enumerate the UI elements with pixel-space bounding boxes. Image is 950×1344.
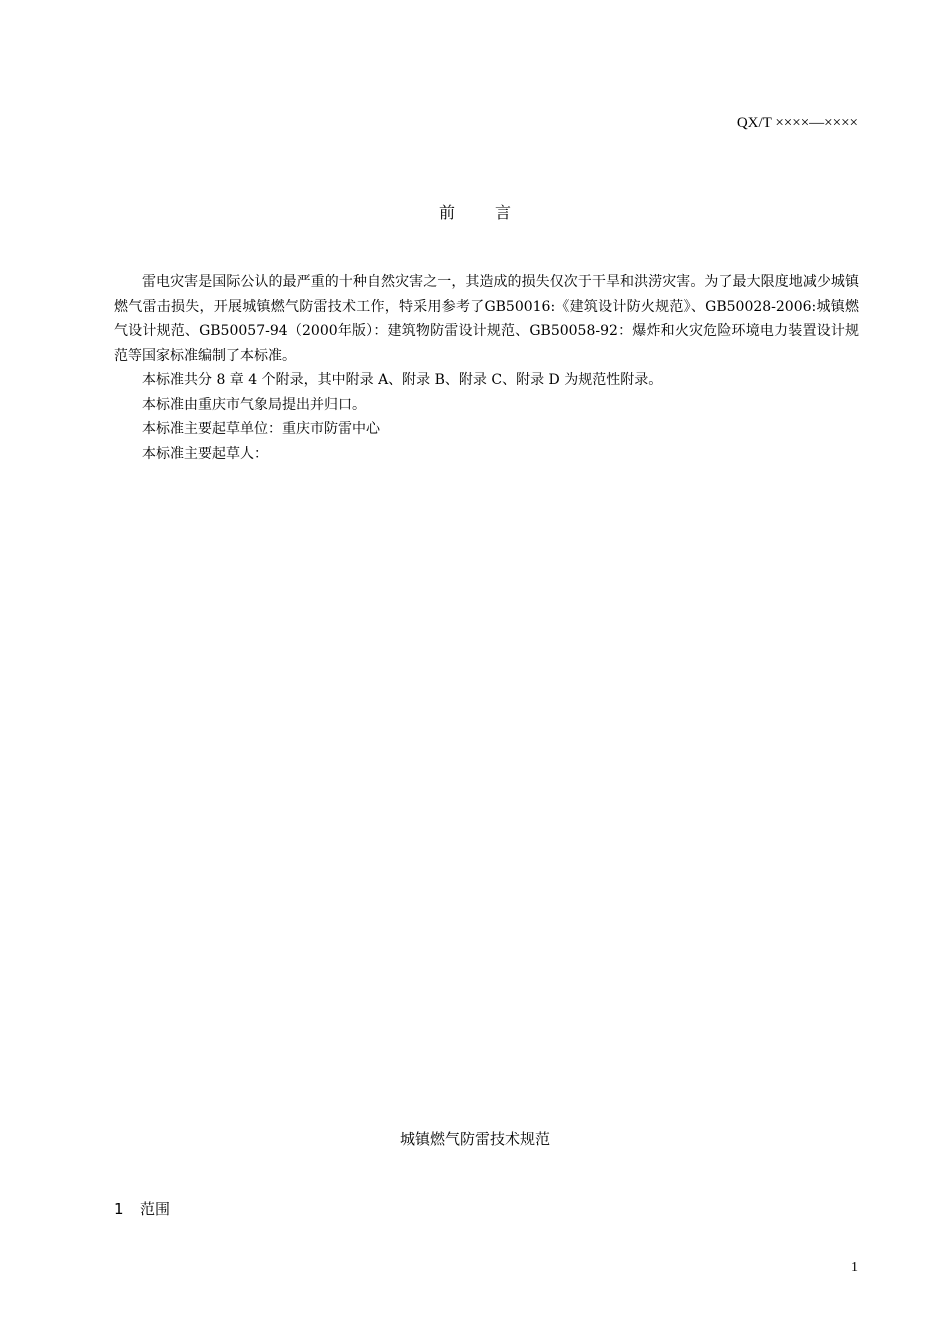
- section-number: 1: [114, 1200, 124, 1218]
- foreword-body: [114, 270, 859, 466]
- foreword-paragraph-structure: 本标准共分 8 章 4 个附录，其中附录 A、附录 B、附录 C、附录 D 为规范性附录。: [142, 372, 663, 388]
- foreword-paragraph-intro: 雷电灾害是国际公认的最严重的十种自然灾害之一，其造成的损失仅次于干旱和洪涝灾害。为了最大限度地减少城镇燃气雷击损失，开展城镇燃气防雷技术工作，特采用参考了GB50016:《建筑设计防火规范》、GB50028-2006:城镇燃气设计规范、GB50057-94（2000年版）：建筑物防雷设计规范、GB50058-92：爆炸和火灾危险环境电力装置设计规范等国家标准编制了本标准。: [114, 274, 859, 364]
- foreword-paragraph-drafting-unit: 本标准主要起草单位：重庆市防雷中心: [142, 421, 380, 437]
- section-title: 范围: [140, 1200, 171, 1218]
- standard-code: QX/T ××××—××××: [736, 115, 858, 131]
- foreword-paragraph-proposer: 本标准由重庆市气象局提出并归口。: [142, 396, 366, 413]
- foreword-title: 前言: [438, 203, 551, 222]
- page-number: 1: [851, 1260, 858, 1275]
- section-heading: [114, 1199, 170, 1219]
- document-title: 城镇燃气防雷技术规范: [399, 1130, 550, 1148]
- foreword-paragraph-drafters: 本标准主要起草人：: [142, 445, 268, 462]
